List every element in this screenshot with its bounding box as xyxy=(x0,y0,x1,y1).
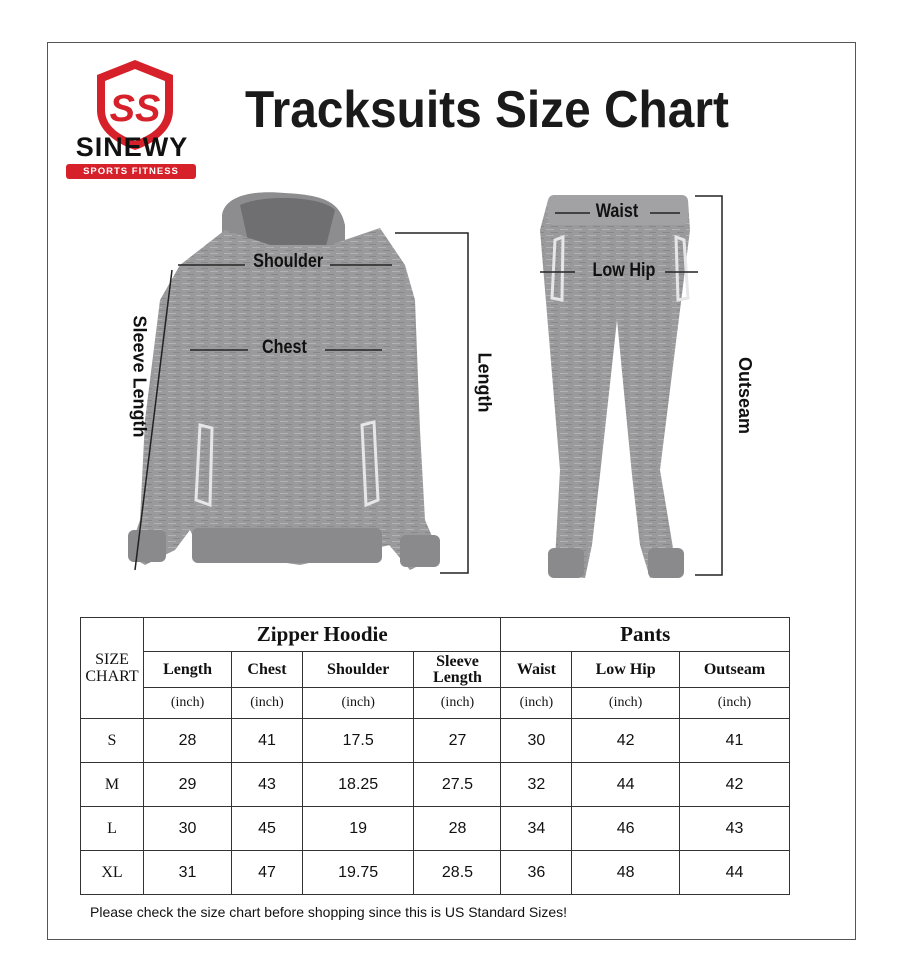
column-header: Length xyxy=(144,652,232,688)
unit-cell: (inch) xyxy=(501,688,572,719)
table-cell: 17.5 xyxy=(302,719,414,763)
unit-cell: (inch) xyxy=(232,688,303,719)
table-cell: 34 xyxy=(501,807,572,851)
brand-tagline: SPORTS FITNESS xyxy=(66,164,196,179)
unit-cell: (inch) xyxy=(572,688,680,719)
table-row xyxy=(81,763,790,807)
table-cell: 30 xyxy=(501,719,572,763)
low-hip-label: Low Hip xyxy=(592,260,656,281)
table-cell: 18.25 xyxy=(302,763,414,807)
table-row xyxy=(81,851,790,895)
table-cell: 43 xyxy=(679,807,789,851)
table-cell: 41 xyxy=(232,719,303,763)
table-cell: 27 xyxy=(414,719,501,763)
table-cell: 47 xyxy=(232,851,303,895)
column-header: Sleeve Length xyxy=(414,652,501,688)
table-cell: 46 xyxy=(572,807,680,851)
column-header: Low Hip xyxy=(572,652,680,688)
table-cell: 41 xyxy=(679,719,789,763)
size-label: XL xyxy=(81,851,144,895)
pants-icon xyxy=(540,195,690,578)
table-cell: 28 xyxy=(414,807,501,851)
table-cell: 36 xyxy=(501,851,572,895)
table-cell: 19 xyxy=(302,807,414,851)
table-cell: 42 xyxy=(572,719,680,763)
table-cell: 43 xyxy=(232,763,303,807)
size-label: L xyxy=(81,807,144,851)
page-title: Tracksuits Size Chart xyxy=(245,81,729,139)
unit-cell: (inch) xyxy=(414,688,501,719)
brand-name: SINEWY xyxy=(75,132,189,162)
table-cell: 44 xyxy=(679,851,789,895)
unit-cell: (inch) xyxy=(144,688,232,719)
column-header: Outseam xyxy=(679,652,789,688)
table-cell: 44 xyxy=(572,763,680,807)
table-cell: 28 xyxy=(144,719,232,763)
sleeve-length-label: Sleeve Length xyxy=(129,315,150,438)
table-row xyxy=(81,807,790,851)
table-cell: 45 xyxy=(232,807,303,851)
waist-label: Waist xyxy=(595,201,639,222)
table-cell: 29 xyxy=(144,763,232,807)
table-cell: 28.5 xyxy=(414,851,501,895)
size-table xyxy=(80,617,790,895)
chest-label: Chest xyxy=(261,337,307,358)
hoodie-icon xyxy=(128,192,440,570)
table-cell: 30 xyxy=(144,807,232,851)
column-header: Waist xyxy=(501,652,572,688)
table-cell: 19.75 xyxy=(302,851,414,895)
column-header: Shoulder xyxy=(302,652,414,688)
table-cell: 27.5 xyxy=(414,763,501,807)
svg-text:SS: SS xyxy=(109,88,161,130)
table-cell: 42 xyxy=(679,763,789,807)
size-label: M xyxy=(81,763,144,807)
outseam-label: Outseam xyxy=(735,356,756,435)
shoulder-label: Shoulder xyxy=(253,251,324,272)
size-label: S xyxy=(81,719,144,763)
column-header: Chest xyxy=(232,652,303,688)
table-cell: 31 xyxy=(144,851,232,895)
group-zipper-hoodie: Zipper Hoodie xyxy=(144,618,501,652)
group-pants: Pants xyxy=(501,618,790,652)
table-cell: 32 xyxy=(501,763,572,807)
table-row xyxy=(81,719,790,763)
length-label: Length xyxy=(474,352,495,413)
unit-cell: (inch) xyxy=(679,688,789,719)
unit-cell: (inch) xyxy=(302,688,414,719)
table-cell: 48 xyxy=(572,851,680,895)
size-chart-label: SIZE CHART xyxy=(81,618,144,719)
footnote: Please check the size chart before shopping since this is US Standard Sizes! xyxy=(90,904,568,920)
